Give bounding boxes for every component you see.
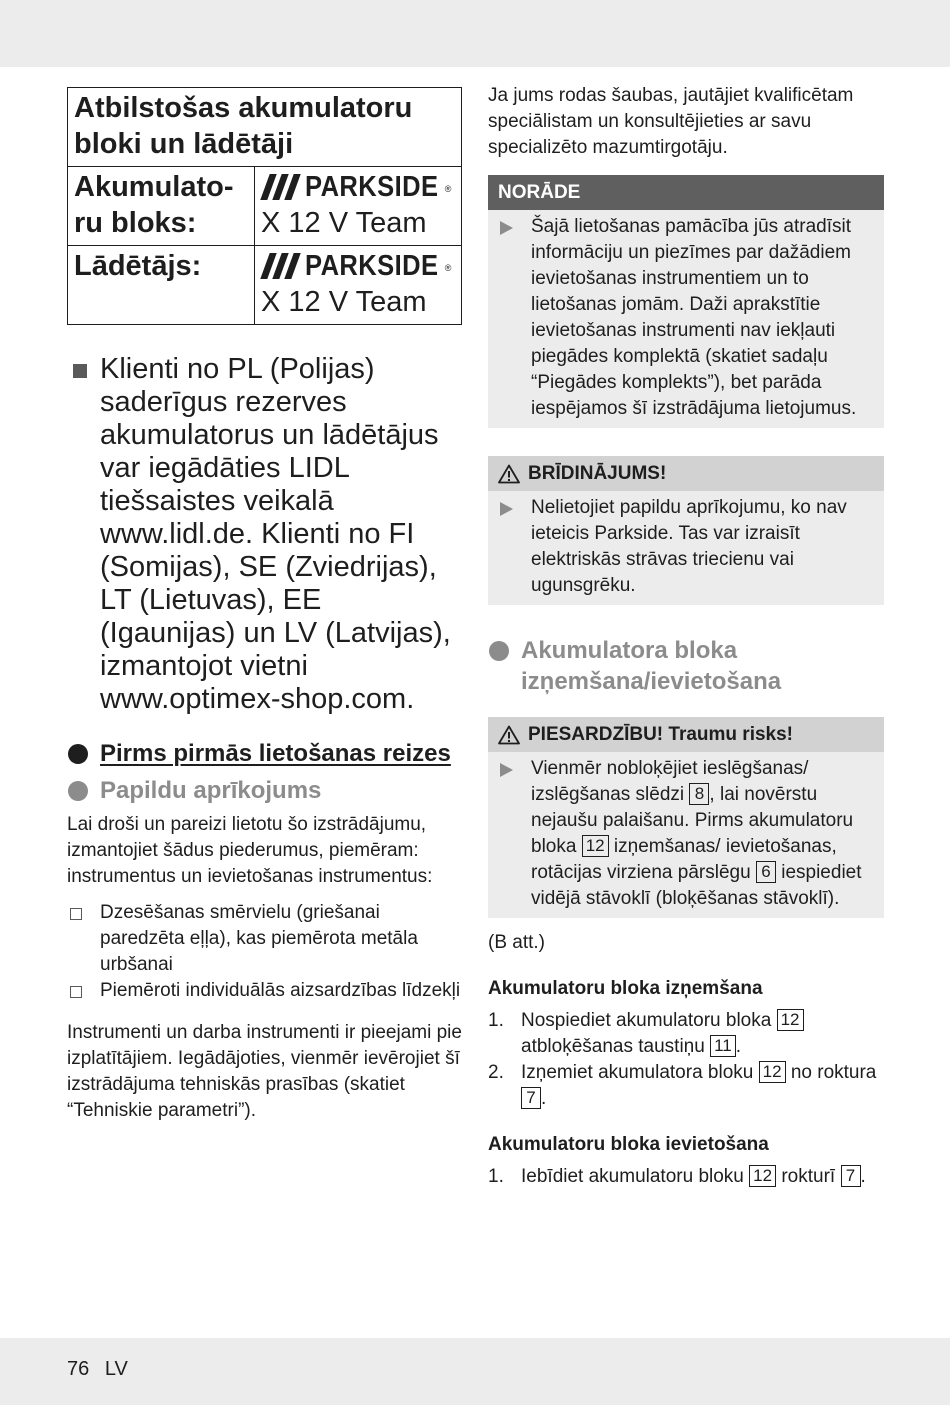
registered-mark: ® (444, 263, 452, 273)
remove-heading: Akumulatoru bloka izņemšana (488, 978, 763, 999)
caution-box (488, 717, 884, 918)
left-column (67, 87, 462, 1124)
part-reference: 12 (777, 1009, 804, 1031)
shop-notice (67, 353, 462, 716)
table-row (68, 167, 462, 246)
accessories-outro: Instrumenti un darba instrumenti ir pieejami pie izplatītājiem. Iegādājoties, vienmēr ievērojiet šī izstrādājuma tehniskās prasības (skatiet “Tehniskie parametri”). (67, 1022, 462, 1121)
warning-triangle-icon (498, 725, 520, 745)
part-reference: 11 (710, 1035, 736, 1057)
parkside-logo-text: PARKSIDE (305, 250, 439, 282)
subsection-heading-accessories (67, 775, 462, 806)
list-item: Piemēroti individuālās aizsardzības līdzekļi (67, 978, 462, 1004)
registered-mark: ® (444, 184, 452, 194)
square-bullet-icon (73, 364, 87, 378)
accessories-list (67, 900, 462, 1004)
triangle-bullet-icon (500, 502, 513, 516)
page-footer (67, 1358, 138, 1381)
caution-box-title: PIESARDZĪBU! Traumu risks! (528, 724, 793, 745)
list-item: 1. Iebīdiet akumulatoru bloku 12 rokturī 7 . (488, 1166, 866, 1187)
charger-model: X 12 V Team (261, 286, 427, 318)
battery-model: X 12 V Team (261, 207, 427, 239)
shop-notice-text: Klienti no PL (Polijas) saderīgus rezerves akumulatorus un lādētājus var iegādāties LIDL tiešsaistes veikalā www.lidl.de. Klienti no FI (Somijas), SE (Zviedrijas), LT (Lietuvas), EE (Igaunijas) un LV (Latvijas), izmantojot vietni www.optimex-shop.com. (100, 353, 451, 715)
caution-text: Vienmēr nobloķējiet ieslēgšanas/ izslēgšanas slēdzi 8 , lai novērstu nejaušu palaišanu. Pirms akumulatoru bloka 12 izņemšanas/ ievietošanas, rotācijas virziena pārslēgu 6 iespiediet vidējā stāvoklī (bloķēšanas stāvoklī). (498, 756, 874, 912)
list-item: 2. Izņemiet akumulatora bloku 12 no roktura 7 . (488, 1062, 877, 1109)
remove-section (488, 976, 884, 1112)
compatibility-table (67, 87, 462, 325)
list-item: 1. Nospiediet akumulatoru bloka 12 atbloķēšanas taustiņu 11 . (488, 1008, 884, 1060)
right-column (488, 83, 884, 1190)
triangle-bullet-icon (500, 763, 513, 777)
charger-label: Lādētājs: (68, 246, 255, 325)
parkside-logo (261, 248, 455, 284)
part-reference: 12 (759, 1061, 786, 1083)
table-row (68, 246, 462, 325)
part-reference: 12 (749, 1165, 776, 1187)
page-number: 76 (67, 1358, 90, 1380)
grey-dot-icon (489, 641, 509, 661)
insert-heading: Akumulatoru bloka ievietošana (488, 1134, 769, 1155)
section-heading-battery (488, 635, 884, 697)
bottom-band (0, 1338, 950, 1405)
triangle-bullet-icon (500, 221, 513, 235)
figure-reference: (B att.) (488, 932, 546, 953)
section-heading-battery-text: Akumulatora bloka izņemšana/ievietošana (521, 637, 782, 695)
subsection-heading-accessories-text: Papildu aprīkojums (100, 777, 322, 804)
battery-label: Akumulato- ru bloks: (68, 167, 255, 246)
grey-dot-icon (68, 781, 88, 801)
compatibility-table-title: Atbilstošas akumulatoru bloki un lādētāji (68, 88, 462, 167)
part-reference: 12 (582, 835, 609, 857)
insert-steps (488, 1164, 884, 1190)
part-reference: 8 (689, 783, 709, 805)
list-item: Dzesēšanas smērvielu (griešanai paredzēta eļļa), kas piemērota metāla urbšanai (67, 900, 462, 978)
note-box-title: NORĀDE (488, 175, 884, 210)
checkbox-bullet-icon (70, 908, 82, 920)
accessories-intro: Lai droši un pareizi lietotu šo izstrādājumu, izmantojiet šādus piederumus, piemēram: instrumentus un ievietošanas instrumentus: (67, 814, 433, 887)
language-code: LV (104, 1358, 128, 1380)
parkside-stripes-icon (261, 174, 299, 200)
top-band (0, 0, 950, 67)
parkside-logo-text: PARKSIDE (305, 171, 439, 203)
section-heading-first-use-text: Pirms pirmās lietošanas reizes (100, 740, 451, 767)
note-text: Šajā lietošanas pamācība jūs atradīsit informāciju un piezīmes par dažādiem ievietošanas instrumentiem un to lietošanas jomām. Daži aprakstītie ievietošanas instrumenti nav iekļauti piegādes komplektā (skatiet sadaļu “Piegādes komplekts”), bet parāda iespējamos šī izstrādājuma lietojumus. (531, 216, 857, 419)
checkbox-bullet-icon (70, 986, 82, 998)
parkside-stripes-icon (261, 253, 299, 279)
part-reference: 6 (756, 861, 776, 883)
doubt-paragraph: Ja jums rodas šaubas, jautājiet kvalificētam speciālistam un konsultējieties ar savu specializēto mazumtirgotāju. (488, 85, 854, 158)
parkside-logo (261, 169, 455, 205)
black-dot-icon (68, 744, 88, 764)
warning-box (488, 456, 884, 605)
warning-box-title: BRĪDINĀJUMS! (528, 463, 667, 484)
part-reference: 7 (521, 1087, 541, 1109)
part-reference: 7 (841, 1165, 861, 1187)
warning-text: Nelietojiet papildu aprīkojumu, ko nav ieteicis Parkside. Tas var izraisīt elektriskās strāvas triecienu vai ugunsgrēku. (531, 497, 847, 596)
insert-section (488, 1132, 884, 1190)
note-box (488, 175, 884, 428)
section-heading-first-use (67, 738, 462, 769)
warning-triangle-icon (498, 464, 520, 484)
remove-steps (488, 1008, 884, 1112)
